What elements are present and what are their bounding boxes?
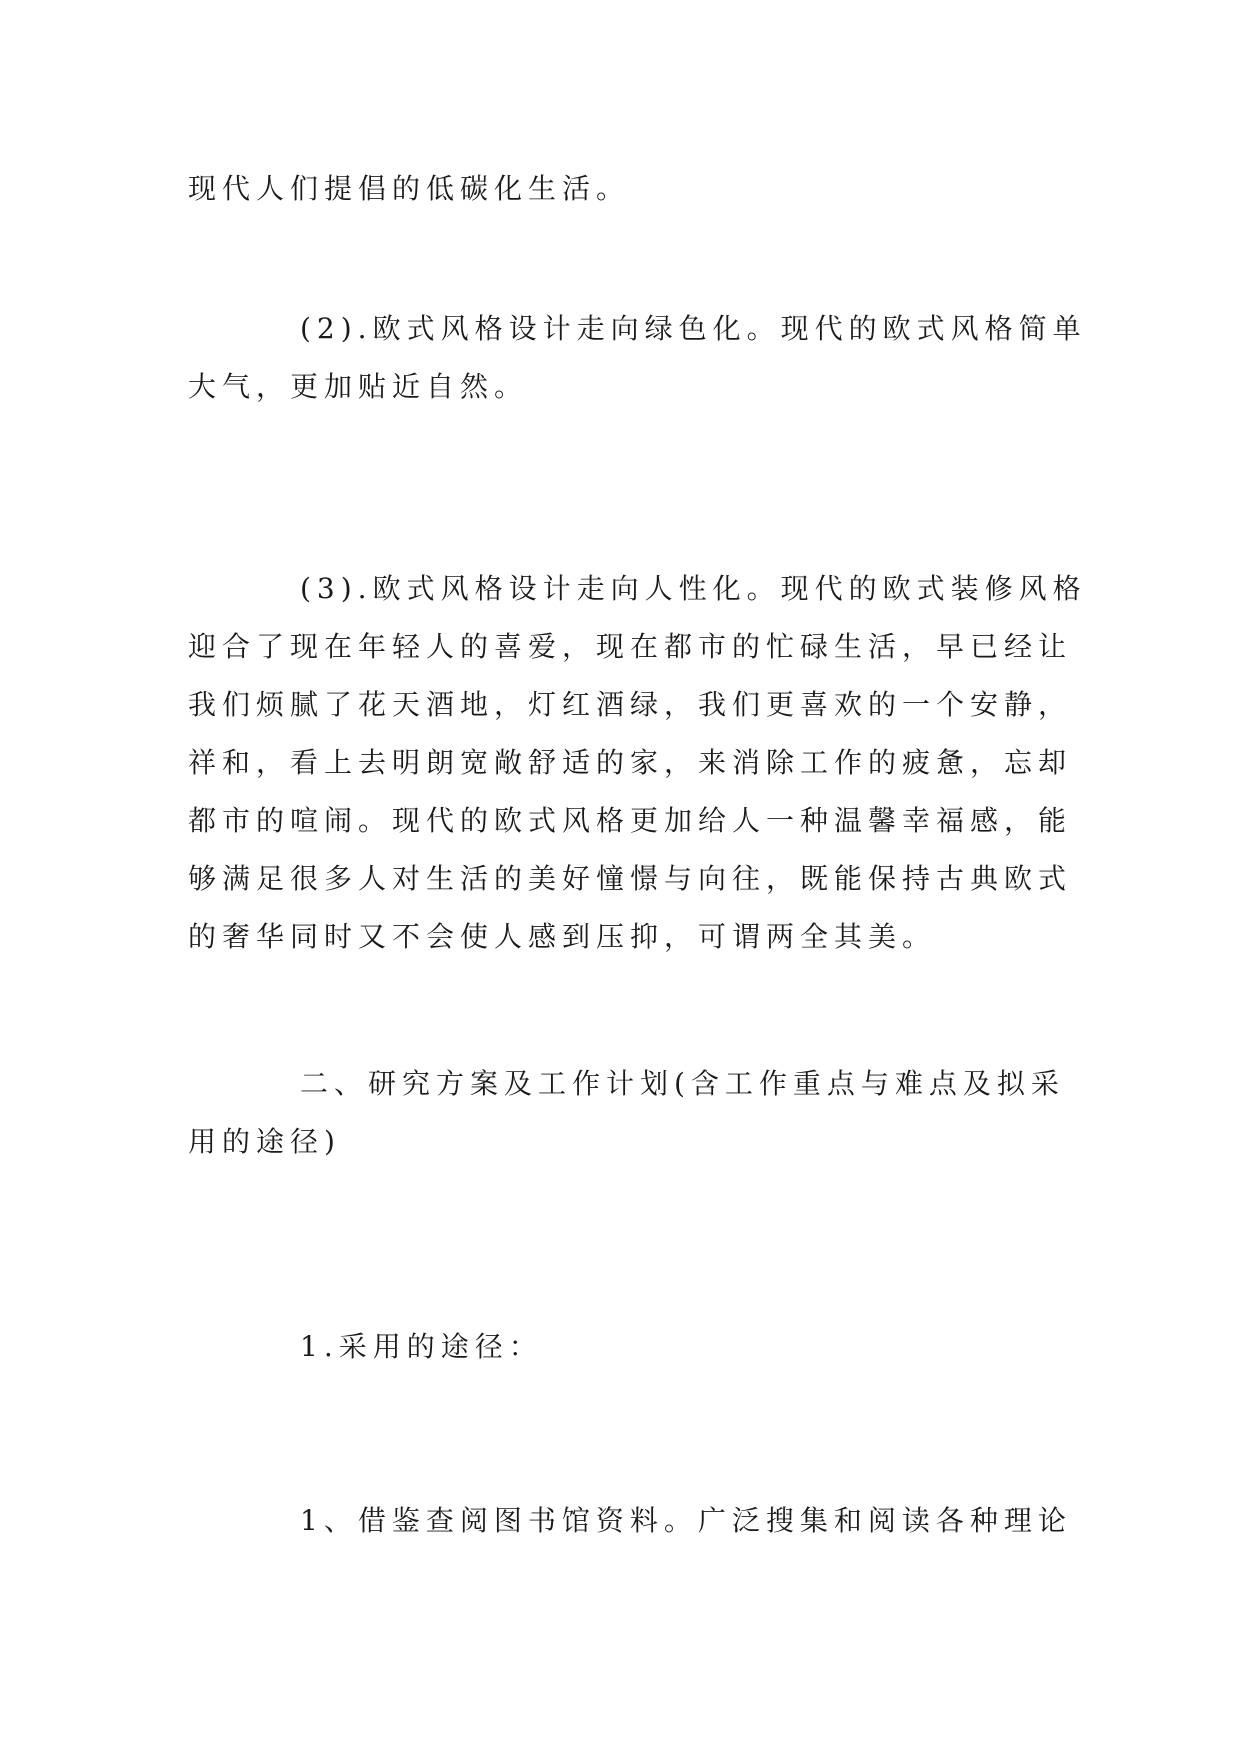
text-line: 都市的喧闹。现代的欧式风格更加给人一种温馨幸福感，能 xyxy=(188,804,1073,837)
paragraph-library-research xyxy=(188,1492,1072,1550)
text-line: 用的途径) xyxy=(188,1125,341,1158)
text-line: 1.采用的途径： xyxy=(300,1330,543,1363)
text-line: 够满足很多人对生活的美好憧憬与向往，既能保持古典欧式 xyxy=(188,862,1073,895)
text-line: 大气，更加贴近自然。 xyxy=(188,370,529,403)
text-line: (2).欧式风格设计走向绿色化。现代的欧式风格简单 xyxy=(300,312,1087,345)
subheading-approach xyxy=(188,1318,1068,1376)
text-line: 的奢华同时又不会使人感到压抑，可谓两全其美。 xyxy=(188,920,937,953)
paragraph-low-carbon xyxy=(188,160,1068,218)
text-line: 二、研究方案及工作计划(含工作重点与难点及拟采 xyxy=(300,1067,1065,1100)
text-line: 1、借鉴查阅图书馆资料。广泛搜集和阅读各种理论 xyxy=(300,1504,1072,1537)
section-heading-research-plan xyxy=(188,1055,1068,1171)
text-line: 现代人们提倡的低碳化生活。 xyxy=(188,172,631,205)
text-line: 迎合了现在年轻人的喜爱，现在都市的忙碌生活，早已经让 xyxy=(188,630,1073,663)
text-line: 我们烦腻了花天酒地，灯红酒绿，我们更喜欢的一个安静， xyxy=(188,688,1073,721)
paragraph-humanized-design xyxy=(188,560,1087,966)
text-line: 祥和，看上去明朗宽敞舒适的家，来消除工作的疲惫，忘却 xyxy=(188,746,1073,779)
paragraph-green-design xyxy=(188,300,1087,416)
text-line: (3).欧式风格设计走向人性化。现代的欧式装修风格 xyxy=(300,572,1087,605)
